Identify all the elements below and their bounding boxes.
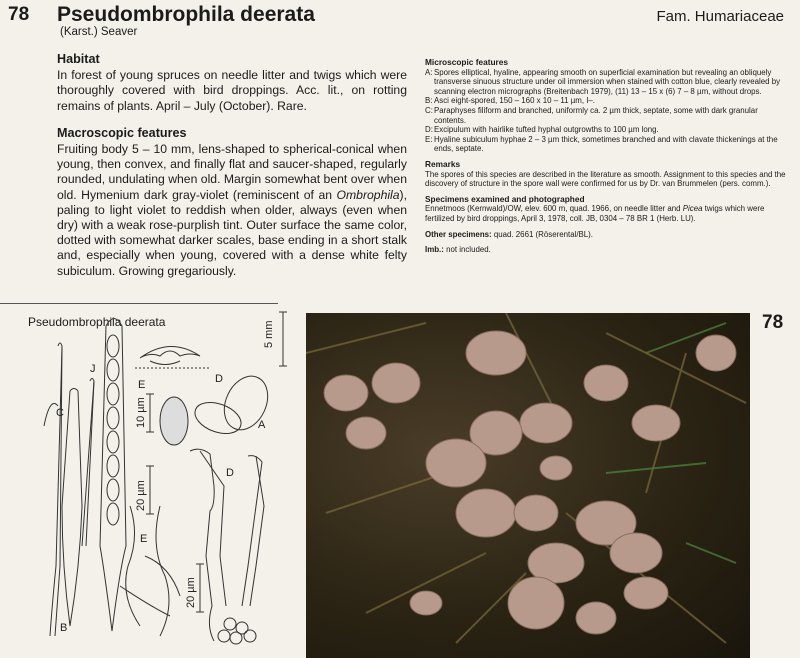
imb-line: Imb.: not included. [425,245,491,255]
genus-italic: Ombrophila [336,187,400,202]
scale-bar-10um [146,394,154,432]
label-b: B [60,622,68,634]
scale-label-10um: 10 µm [135,397,147,428]
specimens-text: Ennetmoos (Kernwald)/OW, elev. 600 m, quad. 1966, on needle litter and Picea twigs which were fertilized by bird droppings, April 3, 1978, coll. JB, 0304 – 78 BR 1 (Herb. LU). [425,204,765,223]
macroscopic-heading: Macroscopic features [57,125,187,140]
photo-illustration [306,313,750,658]
microscopic-list [425,68,789,154]
scale-bar-20um-b [196,564,204,612]
subiculum-e [120,506,180,636]
macroscopic-text: Fruiting body 5 – 10 mm, lens-shaped to spherical-conical when young, then convex, and finally flat and saucer-shaped, regularly rounded, undulating when old. Margin somewhat bent over when old. Hymenium dark gray-violet (reminiscent of an Ombrophila), paling to light violet to reddish when older, always (even when dry) with a weak rose-purplish tint. Outer surface the same color, dotted with somewhat darker scales, base ending in a short stalk and, especially when young, covered with a dense white felty subiculum. Growing gregariously. [57,142,407,278]
species-title: Pseudombrophila deerata [57,3,315,26]
scale-label-mm: 5 mm [263,320,275,348]
scale-bar-mm [279,312,287,366]
scale-label-20um-b: 20 µm [185,577,197,608]
feature-b: B: Asci eight-spored, 150 – 160 x 10 – 11 µm, I–. [425,96,595,106]
left-column [57,52,407,291]
label-j: J [90,363,96,375]
habitat-heading: Habitat [57,52,100,66]
paraphyses-c [44,343,94,636]
picea-italic: Picea [682,204,703,214]
label-e-top: E [138,379,146,391]
species-author: (Karst.) Seaver [60,26,138,38]
feature-e: E: Hyaline subiculum hyphae 2 – 3 µm thick, sometimes branched and with clavate thickenings at the ends, septate. [425,134,778,154]
remarks-text: The spores of this species are described in the literature as smooth. Assignment to this species and the discovery of structure in the spore wall were confirmed for us by Dr. van Brummelen (pers. comm.). [425,169,786,189]
right-column [425,58,789,261]
feature-d: D: Excipulum with hairlike tufted hyphal outgrowths to 100 µm long. [425,125,659,135]
label-c: C [56,407,64,419]
entry-number: 78 [8,4,30,25]
scale-label-20um-a: 20 µm [135,480,147,511]
other-specimens: Other specimens: quad. 2661 (Röserental/BL). [425,229,593,239]
feature-c: C: Paraphyses filiform and branched, uniformly ca. 2 µm thick, septate, some with dark granular contents. [425,105,758,125]
ascus-b [62,389,82,627]
plate-caption: Pseudombrophila deerata [28,315,166,329]
label-a: A [258,419,266,431]
habitat-text: In forest of young spruces on needle litter and twigs which were thoroughly covered with bird droppings. Acc. lit., on rotting remains of plants. April – July (October). Rare. [57,68,407,113]
habit-sketch [135,346,210,368]
section-divider [0,303,278,304]
specimen-photo [306,313,750,658]
feature-a: A: Spores elliptical, hyaline, appearing smooth on superficial examination but revealing an obliquely transverse sinuous structure under oil immersion when stained with cotton blue, clearly revealed by scanning electron micrographs (Breitenbach 1979), (11) 13 – 15 x (6) 7 – 8 µm, without drops. [425,67,781,96]
microscopic-heading: Microscopic features [425,57,508,67]
family-name: Fam. Humariaceae [656,8,784,25]
remarks-heading: Remarks [425,158,461,169]
label-d-top: D [215,373,223,385]
label-d: D [226,467,234,479]
microscopic-plate [0,306,305,658]
scale-bar-20um-a [146,466,154,514]
label-e: E [140,533,148,545]
specimens-heading: Specimens examined and photographed [425,193,585,204]
fruiting-bodies [324,331,736,634]
plate-number: 78 [762,312,784,333]
ascus-j [100,319,126,632]
